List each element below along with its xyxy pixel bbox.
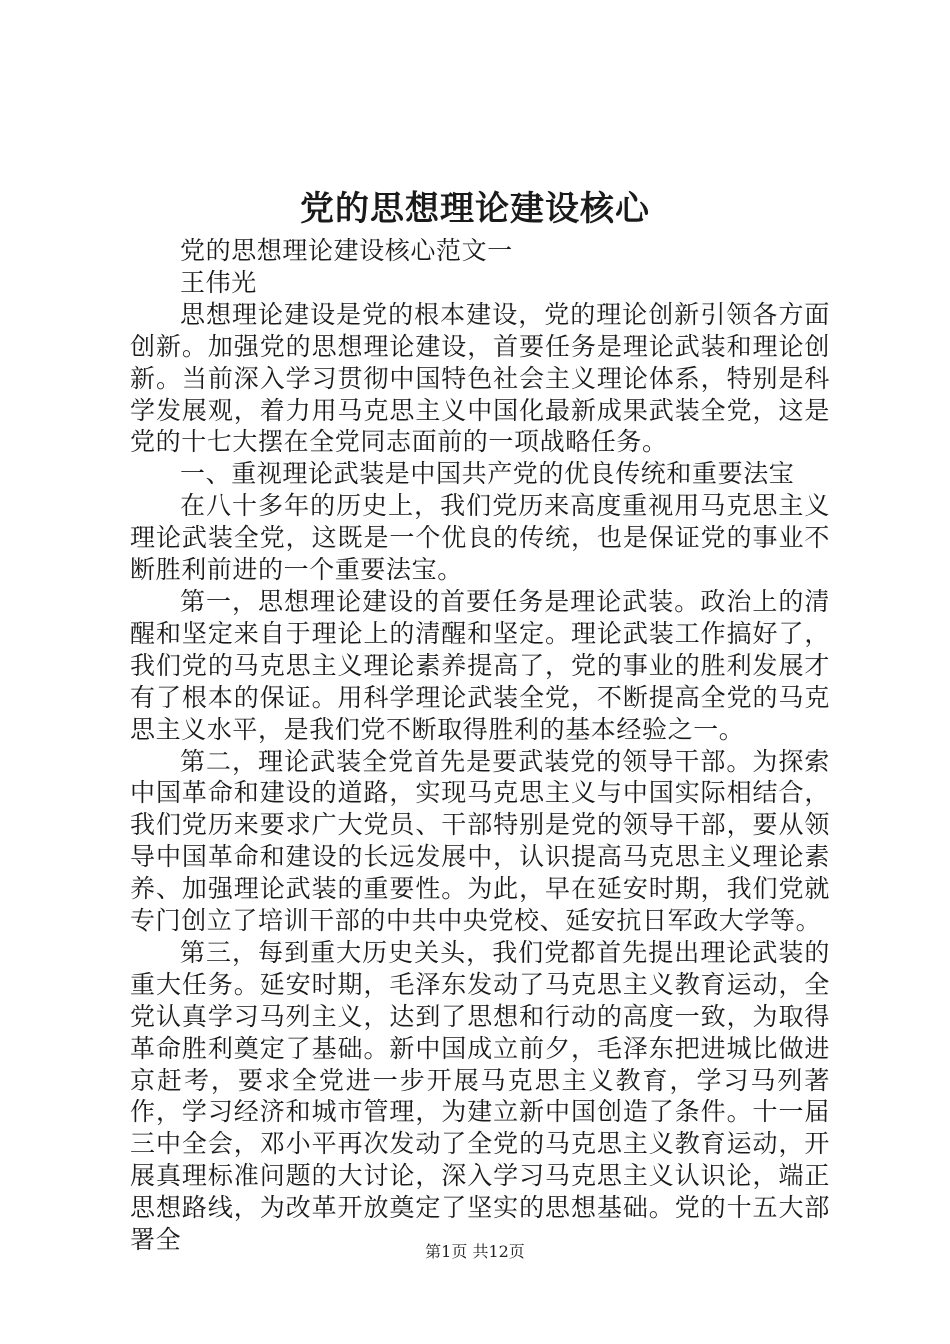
body-paragraph: 第一，思想理论建设的首要任务是理论武装。政治上的清醒和坚定来自于理论上的清醒和坚定。理论武装工作搞好了，我们党的马克思主义理论素养提高了，党的事业的胜利发展才有了根本的保证。用科学理论武装全党，不断提高全党的马克思主义水平，是我们党不断取得胜利的基本经验之一。 (130, 586, 830, 744)
body-paragraph: 第二，理论武装全党首先是要武装党的领导干部。为探索中国革命和建设的道路，实现马克思主义与中国实际相结合，我们党历来要求广大党员、干部特别是党的领导干部，要从领导中国革命和建设的长远发展中，认识提高马克思主义理论素养、加强理论武装的重要性。为此，早在延安时期，我们党就专门创立了培训干部的中共中央党校、延安抗日军政大学等。 (130, 746, 830, 936)
section-heading: 一、重视理论武装是中国共产党的优良传统和重要法宝 (180, 459, 795, 489)
document-body (130, 235, 830, 1256)
subtitle-paragraph: 党的思想理论建设核心范文一 (180, 236, 513, 265)
body-paragraph: 第三，每到重大历史关头，我们党都首先提出理论武装的重大任务。延安时期，毛泽东发动了马克思主义教育运动，全党认真学习马列主义，达到了思想和行动的高度一致，为取得革命胜利奠定了基础。新中国成立前夕，毛泽东把进城比做进京赶考，要求全党进一步开展马克思主义教育，学习马列著作，学习经济和城市管理，为建立新中国创造了条件。十一届三中全会，邓小平再次发动了全党的马克思主义教育运动，开展真理标准问题的大讨论，深入学习马克思主义认识论，端正思想路线，为改革开放奠定了坚实的思想基础。党的十五大部署全 (130, 937, 830, 1255)
author-paragraph: 王伟光 (180, 267, 257, 297)
document-title: 党的思想理论建设核心 (300, 189, 650, 229)
body-paragraph: 在八十多年的历史上，我们党历来高度重视用马克思主义理论武装全党，这既是一个优良的传统，也是保证党的事业不断胜利前进的一个重要法宝。 (130, 491, 830, 585)
body-paragraph: 思想理论建设是党的根本建设，党的理论创新引领各方面创新。加强党的思想理论建设，首要任务是理论武装和理论创新。当前深入学习贯彻中国特色社会主义理论体系，特别是科学发展观，着力用马克思主义中国化最新成果武装全党，这是党的十七大摆在全党同志面前的一项战略任务。 (130, 299, 830, 457)
page-footer: 第1页 共12页 (425, 1242, 525, 1261)
